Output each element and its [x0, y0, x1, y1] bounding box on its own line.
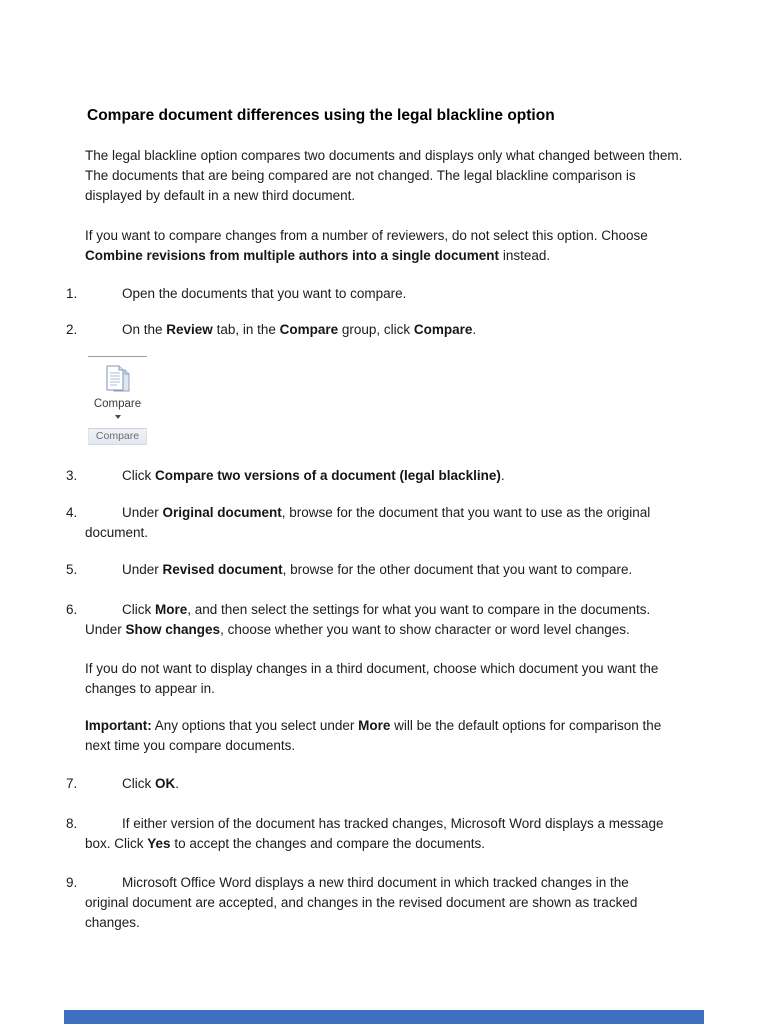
- step-text: Under Original document, browse for the document that you want to use as the original document.: [85, 505, 651, 540]
- step-number: 6.: [66, 602, 78, 617]
- step-1: [66, 284, 690, 304]
- step-8: [66, 814, 690, 854]
- dropdown-arrow-icon: [115, 415, 121, 419]
- step-text: Click Compare two versions of a document (legal blackline).: [122, 468, 505, 483]
- compare-group-label: Compare: [88, 428, 147, 445]
- step-text: Open the documents that you want to compare.: [122, 286, 407, 301]
- step-text: Microsoft Office Word displays a new third document in which tracked changes in the original document are accepted, and changes in the revised document are shown as tracked changes.: [85, 875, 638, 930]
- step-3: [66, 466, 690, 486]
- compare-button-picture: [88, 361, 147, 419]
- step-number: 3.: [66, 468, 78, 483]
- compare-button-label: Compare: [93, 398, 142, 410]
- step-text: Click More, and then select the settings for what you want to compare in the documents. Under Show changes, choose whether you want to show character or word level changes.: [85, 602, 651, 637]
- step-number: 5.: [66, 562, 78, 577]
- step-2: [66, 320, 690, 340]
- step-text: Under Revised document, browse for the other document that you want to compare.: [122, 562, 633, 577]
- step-5: [66, 560, 690, 580]
- next-page-banner: [64, 1010, 704, 1024]
- step-4: [66, 503, 690, 543]
- important-note-paragraph: [85, 716, 690, 756]
- compare-ribbon-group-image: [88, 356, 147, 445]
- important-note-text: Important: Any options that you select under More will be the default options for comparison the next time you compare documents.: [85, 718, 662, 753]
- step-text: On the Review tab, in the Compare group, click Compare.: [122, 322, 477, 337]
- compare-documents-icon: [101, 363, 135, 397]
- step-number: 1.: [66, 286, 78, 301]
- intro-paragraph: [85, 146, 690, 206]
- step-number: 7.: [66, 776, 78, 791]
- third-document-note-text: If you do not want to display changes in a third document, choose which document you want the changes to appear in.: [85, 661, 659, 696]
- step-number: 4.: [66, 505, 78, 520]
- step-7: [66, 774, 690, 794]
- choose-note-text: If you want to compare changes from a number of reviewers, do not select this option. Choose Combine revisions from multiple authors into a single document instead.: [85, 228, 648, 263]
- step-number: 2.: [66, 322, 78, 337]
- step-number: 9.: [66, 875, 78, 890]
- step-text: Click OK.: [122, 776, 180, 791]
- step-9: [66, 873, 690, 933]
- page-title: Compare document differences using the legal blackline option: [87, 107, 555, 124]
- third-document-note-paragraph: [85, 659, 690, 699]
- step-number: 8.: [66, 816, 78, 831]
- intro-paragraph-text: The legal blackline option compares two documents and displays only what changed between them. The documents that are being compared are not changed. The legal blackline comparison is displayed by default in a new third document.: [85, 148, 683, 203]
- choose-note-paragraph: [85, 226, 690, 266]
- step-text: If either version of the document has tracked changes, Microsoft Word displays a message box. Click Yes to accept the changes and compare the documents.: [85, 816, 664, 851]
- step-6: [66, 600, 690, 640]
